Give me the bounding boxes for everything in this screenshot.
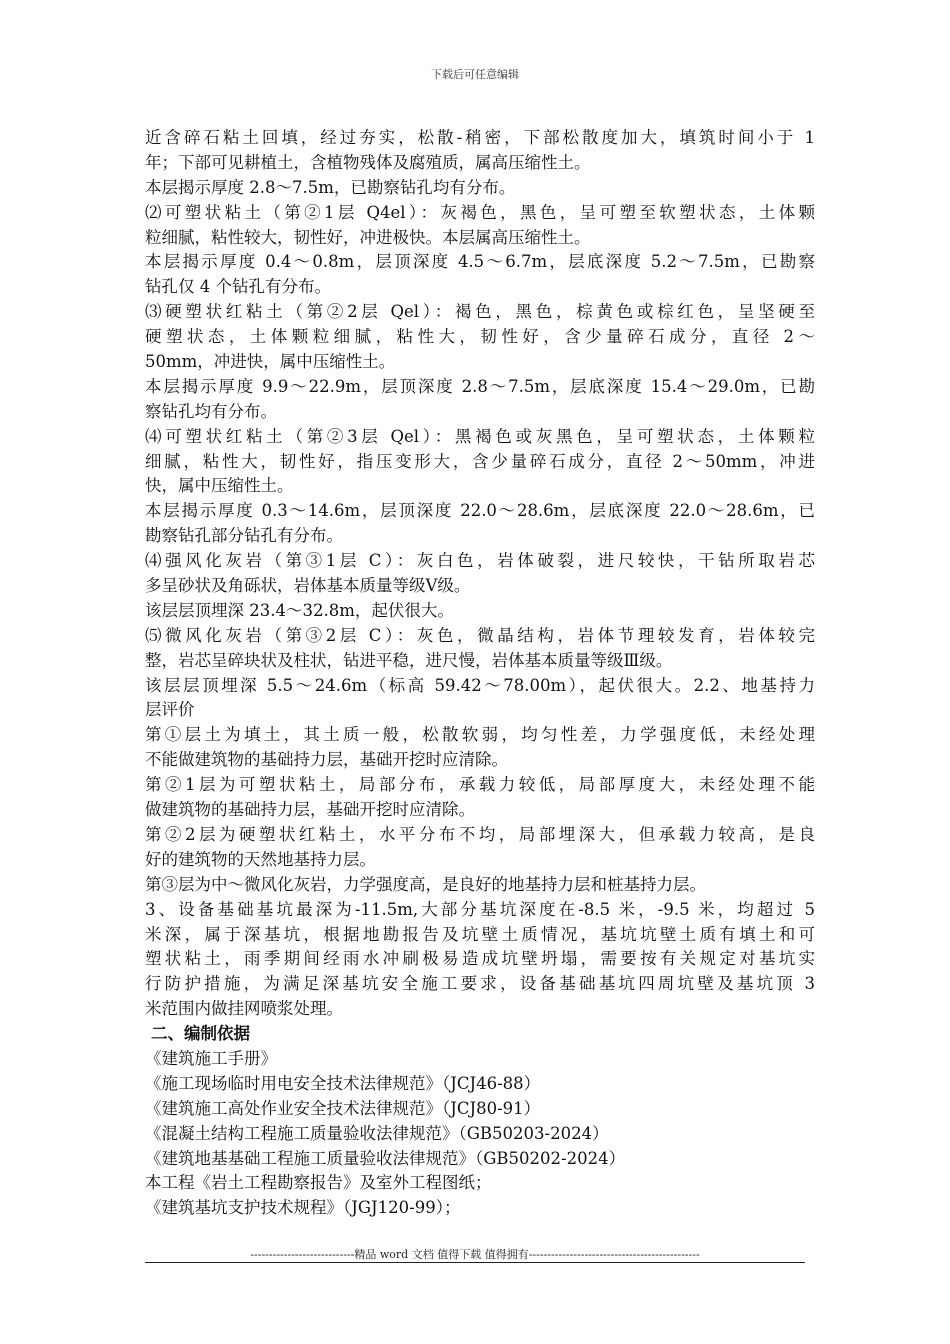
body-line: 粒细腻，粘性较大，韧性好，冲进极快。本层属高压缩性土。 [145, 227, 591, 247]
body-line: 该层层顶埋深 5.5～24.6m（标高 59.42～78.00m），起伏很大。2.2、地基持力 [145, 675, 815, 695]
body-line: 察钻孔均有分布。 [145, 401, 277, 421]
body-line: 第②1层为可塑状粘土，局部分布，承载力较低，局部厚度大，未经处理不能 [145, 775, 815, 795]
section-heading: 二、编制依据 [151, 1024, 250, 1044]
body-line: 50mm，冲进快，属中压缩性土。 [145, 352, 396, 372]
body-line: 不能做建筑物的基础持力层，基础开挖时应清除。 [145, 750, 508, 770]
reference-item: 《混凝土结构工程施工质量验收法律规范》（GB50203-2024） [145, 1123, 609, 1143]
body-line: 细腻，粘性大，韧性好，指压变形大，含少量碎石成分，直径 2～50mm，冲进 [145, 451, 815, 471]
body-line: 第②2层为硬塑状红粘土，水平分布不均，局部埋深大，但承载力较高，是良 [145, 824, 815, 844]
body-line: 3、设备基础基坑最深为-11.5m,大部分基坑深度在-8.5 米，-9.5 米，均超过 5 [145, 899, 815, 919]
body-line: 多呈砂状及角砾状，岩体基本质量等级Ⅴ级。 [145, 576, 471, 596]
body-line: 行防护措施，为满足深基坑安全施工要求，设备基础基坑四周坑壁及基坑顶 3 [145, 974, 815, 994]
body-line: ⑶硬塑状红粘土（第②2层 Qel）：褐色，黑色，棕黄色或棕红色，呈坚硬至 [145, 302, 815, 322]
body-line: 钻孔仅 4 个钻孔有分布。 [145, 277, 331, 297]
body-line: 层评价 [145, 700, 195, 720]
reference-item: 《建筑施工高处作业安全技术法律规范》（JCJ80-91） [145, 1098, 541, 1118]
body-line: 本层揭示厚度 0.4～0.8m，层顶深度 4.5～6.7m，层底深度 5.2～7.5m，已勘察 [145, 252, 815, 272]
body-line: 第③层为中～微风化灰岩，力学强度高，是良好的地基持力层和桩基持力层。 [145, 874, 706, 894]
document-body [145, 126, 815, 1221]
body-line: 年；下部可见耕植土，含植物残体及腐殖质，属高压缩性土。 [145, 152, 591, 172]
body-line: 本层揭示厚度 9.9～22.9m，层顶深度 2.8～7.5m，层底深度 15.4～29.0m，已勘 [145, 376, 815, 396]
body-line: 近含碎石粘土回填，经过夯实，松散-稍密，下部松散度加大，填筑时间小于 1 [145, 128, 815, 147]
body-line: 塑状粘土，雨季期间经雨水冲刷极易造成坑壁坍塌，需要按有关规定对基坑实 [145, 949, 815, 969]
body-line: 本层揭示厚度 2.8～7.5m，已勘察钻孔均有分布。 [145, 177, 516, 197]
page-footer: ----------------------------精品 word 文档 值得下载 值得拥有---------------------------------------------- [250, 1248, 700, 1261]
reference-item: 本工程《岩土工程勘察报告》及室外工程图纸； [145, 1173, 492, 1193]
body-line: ⑷可塑状红粘土（第②3层 Qel）：黑褐色或灰黑色，呈可塑状态，土体颗粒 [145, 426, 815, 446]
body-line: 米范围内做挂网喷浆处理。 [145, 999, 343, 1019]
body-line: 第①层土为填土，其土质一般，松散软弱，均匀性差，力学强度低，未经处理 [145, 725, 815, 745]
reference-item: 《建筑施工手册》 [145, 1048, 277, 1068]
reference-item: 《建筑地基基础工程施工质量验收法律规范》（GB50202-2024） [145, 1148, 626, 1168]
reference-item: 《施工现场临时用电安全技术法律规范》（JCJ46-88） [145, 1073, 541, 1093]
footer-rule [145, 1262, 805, 1263]
body-line: 快，属中压缩性土。 [145, 476, 294, 496]
body-line: 本层揭示厚度 0.3～14.6m，层顶深度 22.0～28.6m，层底深度 22.0～28.6m，已 [145, 501, 815, 521]
reference-item: 《建筑基坑支护技术规程》（JGJ120-99）； [145, 1198, 461, 1218]
body-line: ⑸微风化灰岩（第③2层 C）：灰色，微晶结构，岩体节理较发育，岩体较完 [145, 625, 815, 645]
body-line: 硬塑状态，土体颗粒细腻，粘性大，韧性好，含少量碎石成分，直径 2～ [145, 327, 815, 347]
page-header: 下载后可任意编辑 [431, 68, 519, 81]
body-line: 整，岩芯呈碎块状及柱状，钻进平稳，进尺慢，岩体基本质量等级Ⅲ级。 [145, 650, 673, 670]
body-line: 好的建筑物的天然地基持力层。 [145, 849, 376, 869]
body-line: 米深，属于深基坑，根据地勘报告及坑壁土质情况，基坑坑壁土质有填土和可 [145, 924, 815, 944]
body-line: ⑷强风化灰岩（第③1层 C）：灰白色，岩体破裂，进尺较快，干钻所取岩芯 [145, 551, 815, 571]
body-line: ⑵可塑状粘土（第②1层 Q4el）：灰褐色，黑色，呈可塑至软塑状态，土体颗 [145, 202, 815, 222]
body-line: 勘察钻孔部分钻孔有分布。 [145, 526, 343, 546]
body-line: 做建筑物的基础持力层，基础开挖时应清除。 [145, 800, 475, 820]
body-line: 该层层顶埋深 23.4～32.8m，起伏很大。 [145, 600, 454, 620]
